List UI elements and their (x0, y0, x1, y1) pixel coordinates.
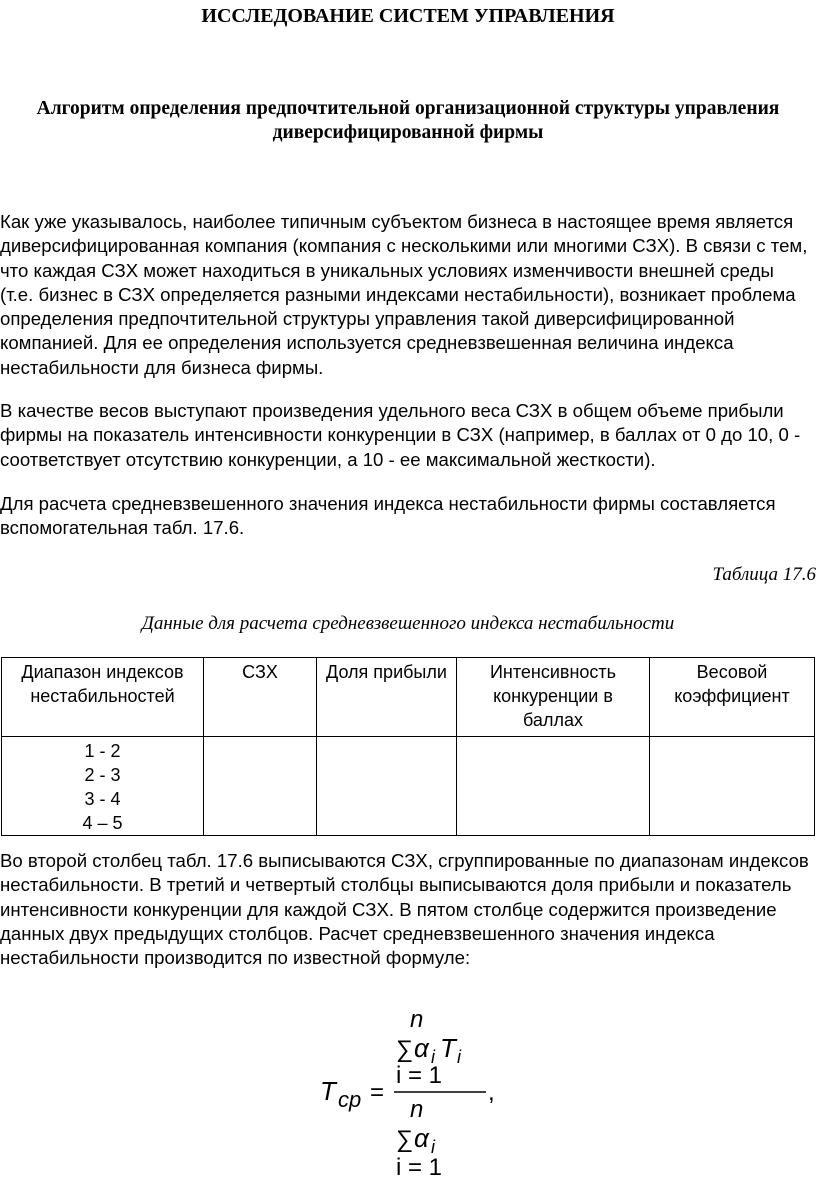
text-line: В качестве весов выступают произведения удельного веса СЗХ в общем объеме прибыли (0, 400, 784, 421)
text-line: нестабильности. В третий и четвертый столбцы выписываются доля прибыли и показатель (0, 874, 792, 896)
header-szx: СЗХ (204, 658, 317, 737)
cell-competition-intensity (457, 737, 650, 836)
paragraph-weights (0, 399, 816, 472)
formula-sub-i-bottom: i (431, 1137, 435, 1157)
formula-T-top: T (440, 1033, 456, 1063)
text-line: что каждая СЗХ может находиться в уникальных условиях изменчивости внешней среды (0, 259, 774, 281)
paragraph-table-intro (0, 492, 816, 541)
cell-szx (204, 737, 317, 836)
text-line: нестабильности для бизнеса фирмы. (0, 356, 324, 378)
header-competition-intensity: Интенсивность конкуренции в баллах (457, 658, 650, 737)
range-value: 1 - 2 (84, 741, 121, 761)
range-value: 3 - 4 (84, 789, 121, 809)
formula-lhs-sub: cp (338, 1087, 362, 1112)
range-value: 4 – 5 (82, 813, 123, 833)
formula-equals: = (370, 1079, 385, 1106)
header-weight-coefficient: Весовой коэффициент (650, 658, 815, 737)
text-line: данных двух предыдущих столбцов. Расчет средневзвешенного значения индекса (0, 922, 715, 944)
text-line: фирмы на показатель интенсивности конкуренции в СЗХ (например, в баллах от 0 до 10, 0 - (0, 424, 801, 446)
formula-alpha-top: α (414, 1033, 429, 1063)
formula-lower-start-top: i = 1 (396, 1062, 443, 1089)
text-line: соответствует отсутствию конкуренции, а 10 - ее максимальной жесткости). (0, 448, 656, 470)
formula-sub-i-top-1: i (431, 1047, 435, 1067)
instability-data-table (1, 657, 815, 836)
table-header-row (2, 658, 815, 737)
header-instability-range: Диапазон индексов нестабильностей (2, 658, 204, 737)
text-line: определения предпочтительной структуры управления такой диверсифицированной (0, 308, 735, 330)
text-line: компанией. Для ее определения используется средневзвешенная величина индекса (0, 332, 734, 354)
document-title: ИССЛЕДОВАНИЕ СИСТЕМ УПРАВЛЕНИЯ (201, 5, 615, 27)
formula-upper-n-top: n (410, 1006, 424, 1033)
formula-sum-bottom: ∑ (396, 1126, 414, 1153)
text-line: диверсифицированная компания (компания с несколькими или многими СЗХ). В связи с тем, (0, 235, 808, 257)
header-profit-share: Доля прибыли (317, 658, 457, 737)
formula-lhs-T: T (320, 1076, 336, 1106)
formula-lower-start-bottom: i = 1 (396, 1154, 443, 1181)
text-line: Во второй столбец табл. 17.6 выписываются СЗХ, сгруппированные по диапазонам индексов (0, 850, 809, 871)
formula-upper-n-bottom: n (410, 1096, 424, 1123)
text-line: вспомогательная табл. 17.6. (0, 517, 245, 539)
text-line: (т.е. бизнес в СЗХ определяется разными индексами нестабильности), возникает проблема (0, 283, 796, 305)
formula-alpha-bottom: α (414, 1123, 429, 1153)
formula-comma: , (488, 1079, 495, 1106)
range-value: 2 - 3 (84, 765, 121, 785)
section-title-line-2: диверсифицированной фирмы (272, 122, 544, 143)
text-line: Как уже указывалось, наиболее типичным субъектом бизнеса в настоящее время является (0, 211, 794, 232)
table-caption: Данные для расчета средневзвешенного индекса нестабильности (141, 613, 675, 634)
weighted-instability-formula (310, 1005, 510, 1195)
section-title-line-1: Алгоритм определения предпочтительной организационной структуры управления (36, 98, 780, 119)
cell-profit-share (317, 737, 457, 836)
formula-sum-top: ∑ (396, 1036, 414, 1063)
text-line: Для расчета средневзвешенного значения индекса нестабильности фирмы составляется (0, 493, 776, 514)
paragraph-explanation (0, 849, 816, 970)
formula-sub-i-top-2: i (457, 1047, 461, 1067)
cell-ranges (2, 737, 204, 836)
table-row (2, 737, 815, 836)
table-reference: Таблица 17.6 (712, 564, 816, 585)
cell-weight-coefficient (650, 737, 815, 836)
paragraph-intro (0, 210, 816, 380)
text-line: нестабильности производится по известной формуле: (0, 947, 471, 969)
text-line: интенсивности конкуренции для каждой СЗХ. В пятом столбце содержится произведение (0, 898, 777, 920)
section-title (0, 97, 816, 145)
